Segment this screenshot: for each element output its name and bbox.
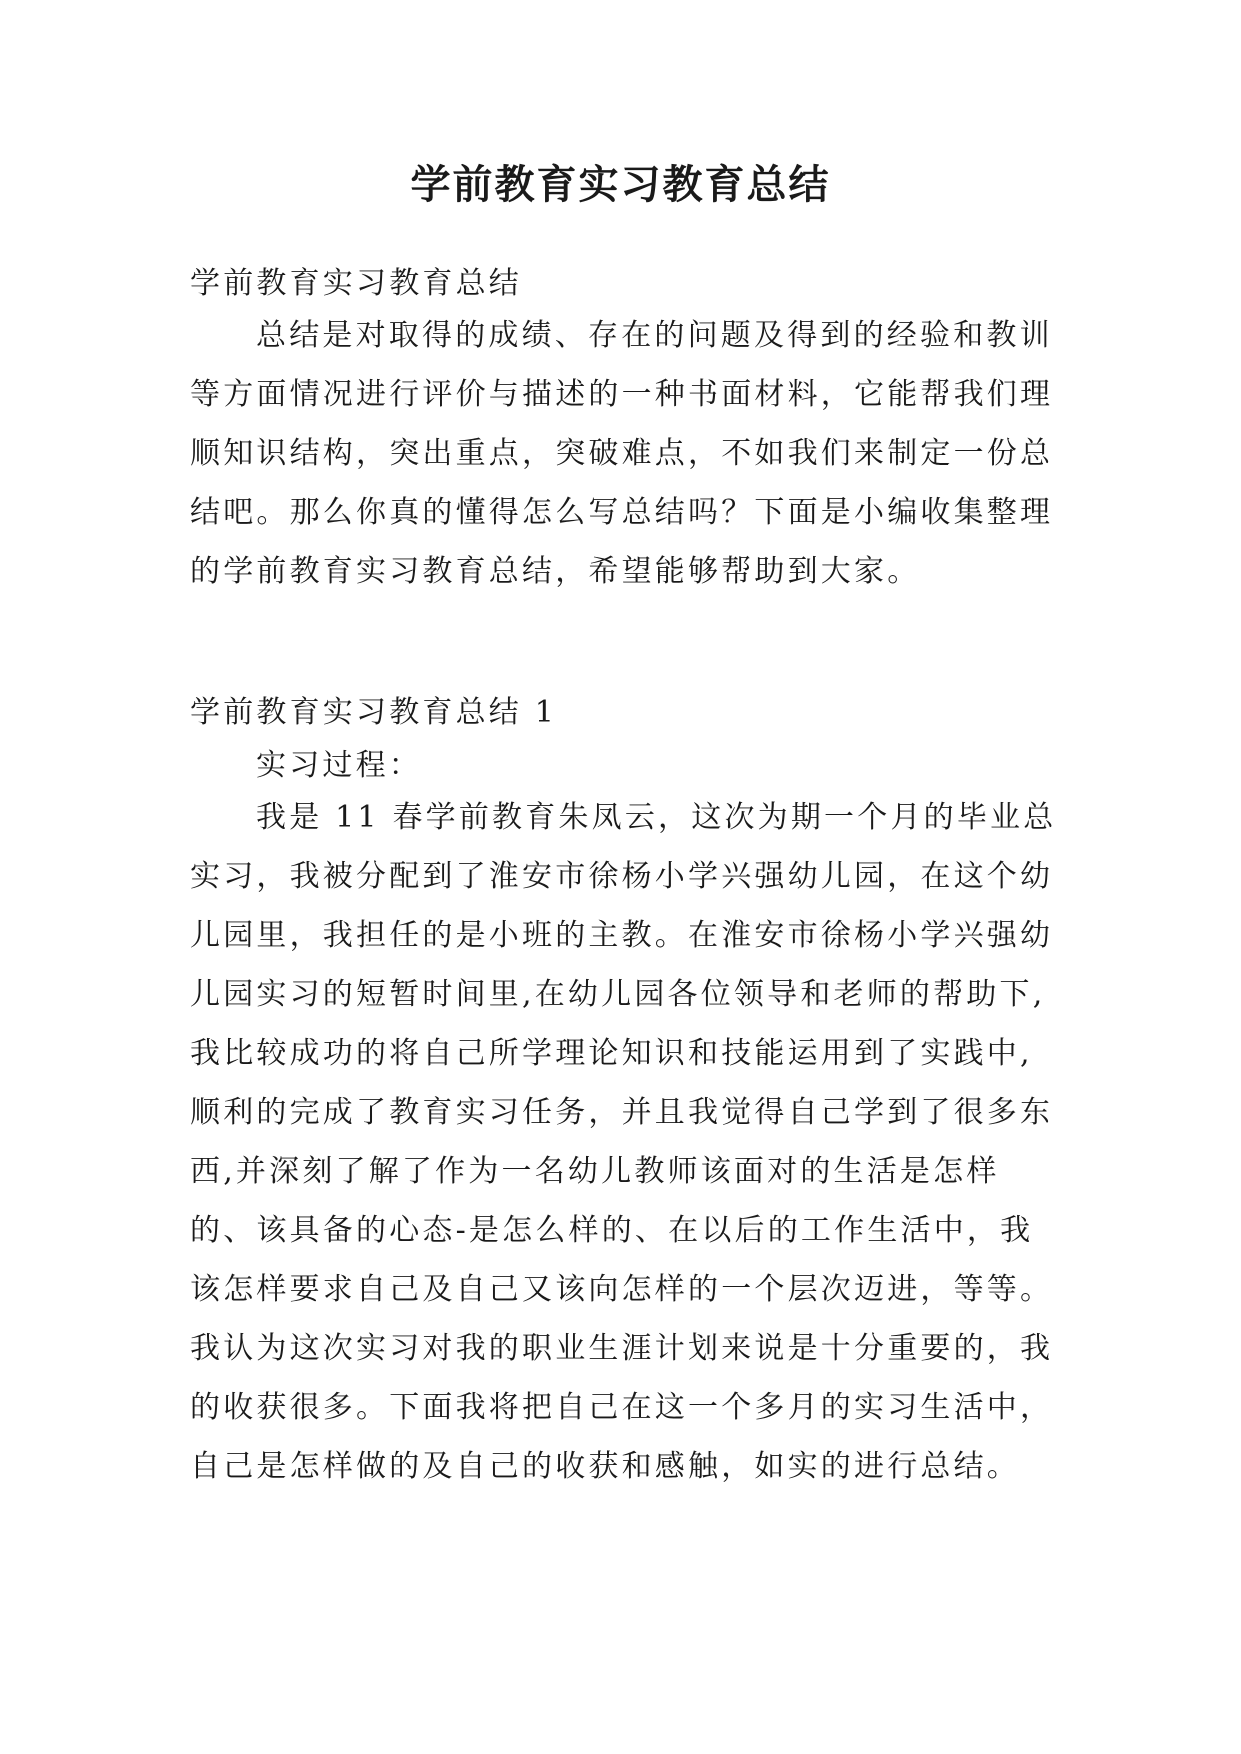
- intro-paragraph: 总结是对取得的成绩、存在的问题及得到的经验和教训等方面情况进行评价与描述的一种书面材料，它能帮我们理顺知识结构，突出重点，突破难点，不如我们来制定一份总结吧。那么你真的懂得怎么写总结吗？下面是小编收集整理的学前教育实习教育总结，希望能够帮助到大家。: [190, 318, 1054, 589]
- section-1-label: 实习过程：: [256, 748, 422, 783]
- section-1-paragraph: 我是 11 春学前教育朱凤云，这次为期一个月的毕业总实习，我被分配到了淮安市徐杨小学兴强幼儿园，在这个幼儿园里，我担任的是小班的主教。在淮安市徐杨小学兴强幼儿园实习的短暂时间里,在幼儿园各位领导和老师的帮助下,我比较成功的将自己所学理论知识和技能运用到了实践中,顺利的完成了教育实习任务，并且我觉得自己学到了很多东西,并深刻了解了作为一名幼儿教师该面对的生活是怎样的、该具备的心态-是怎么样的、在以后的工作生活中，我该怎样要求自己及自己又该向怎样的一个层次迈进，等等。我认为这次实习对我的职业生涯计划来说是十分重要的，我的收获很多。下面我将把自己在这一个多月的实习生活中，自己是怎样做的及自己的收获和感触，如实的进行总结。: [190, 800, 1057, 1484]
- document-title: 学前教育实习教育总结: [410, 161, 831, 208]
- intro-heading: 学前教育实习教育总结: [190, 266, 522, 301]
- section-1-heading: 学前教育实习教育总结 1: [190, 695, 558, 730]
